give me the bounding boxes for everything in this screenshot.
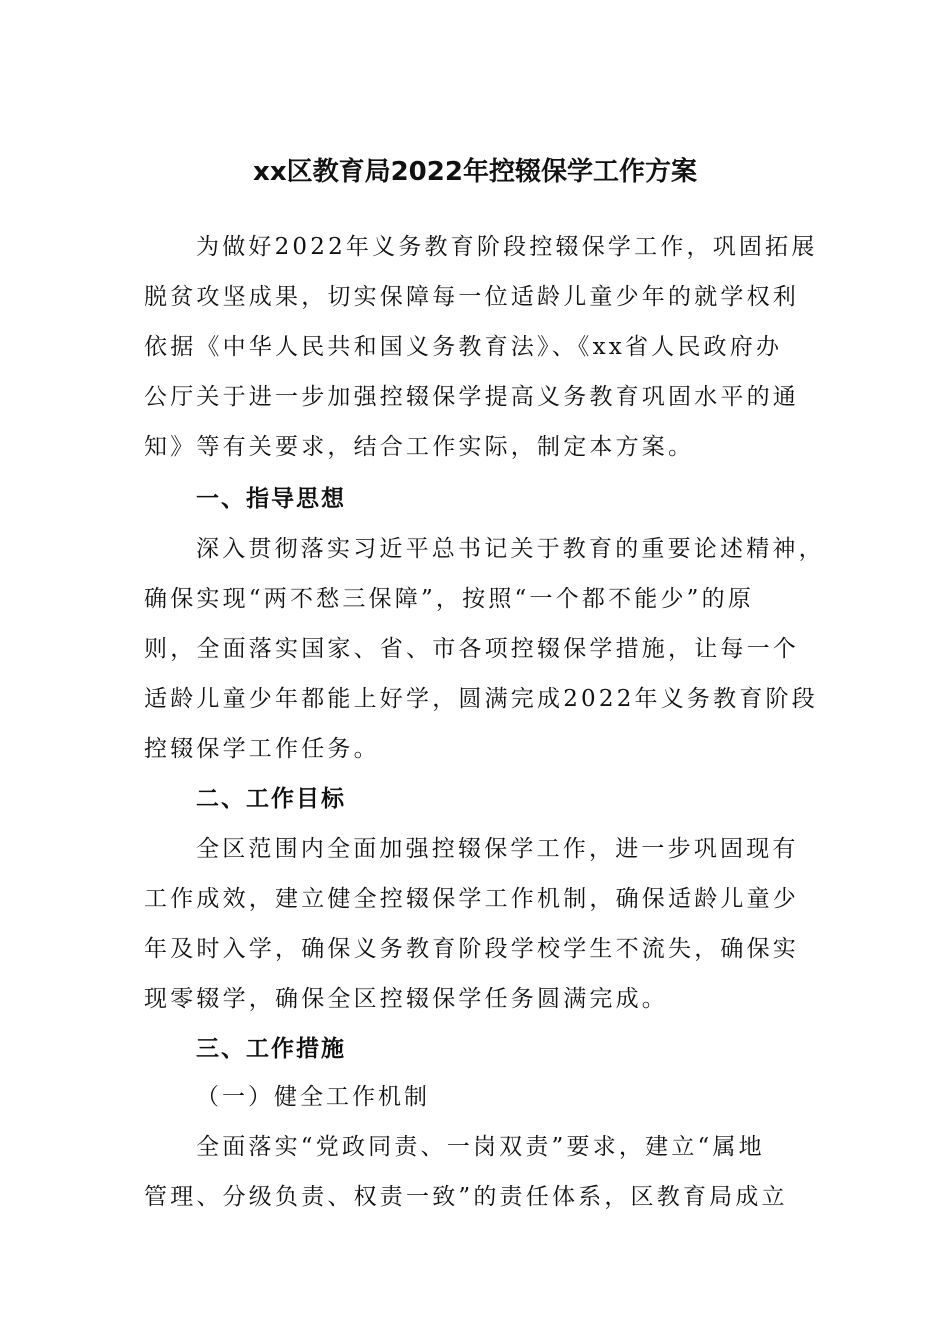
section-3-line-2: 管理、分级负责、权责一致”的责任体系，区教育局成立 <box>144 1184 788 1210</box>
intro-line-1: 为做好2022年义务教育阶段控辍保学工作，巩固拓展 <box>196 234 818 260</box>
section-1-line-3: 则，全面落实国家、省、市各项控辍保学措施，让每一个 <box>144 636 799 662</box>
section-2-heading: 二、工作目标 <box>196 786 346 812</box>
intro-line-4: 公厅关于进一步加强控辍保学提高义务教育巩固水平的通 <box>144 384 799 410</box>
section-1-line-5: 控辍保学工作任务。 <box>144 736 380 762</box>
section-1-line-4: 适龄儿童少年都能上好学，圆满完成2022年义务教育阶段 <box>144 686 818 712</box>
section-3-heading: 三、工作措施 <box>196 1036 346 1062</box>
document-title: xx区教育局2022年控辍保学工作方案 <box>253 157 697 187</box>
section-2-line-3: 年及时入学，确保义务教育阶段学校学生不流失，确保实 <box>144 936 799 962</box>
section-2-line-4: 现零辍学，确保全区控辍保学任务圆满完成。 <box>144 986 668 1012</box>
section-3-line-1: 全面落实“党政同责、一岗双责”要求，建立“属地 <box>196 1134 765 1160</box>
intro-line-3: 依据《中华人民共和国义务教育法》、《xx省人民政府办 <box>144 334 783 360</box>
section-1-heading: 一、指导思想 <box>196 486 346 512</box>
section-3-subheading: （一）健全工作机制 <box>196 1084 430 1110</box>
section-2-line-1: 全区范围内全面加强控辍保学工作，进一步巩固现有 <box>196 836 799 862</box>
intro-line-2: 脱贫攻坚成果，切实保障每一位适龄儿童少年的就学权利 <box>144 284 799 310</box>
section-1-line-2: 确保实现“两不愁三保障”，按照“一个都不能少”的原 <box>144 586 755 612</box>
section-2-line-2: 工作成效，建立健全控辍保学工作机制，确保适龄儿童少 <box>144 886 799 912</box>
section-1-line-1: 深入贯彻落实习近平总书记关于教育的重要论述精神， <box>196 536 825 562</box>
intro-line-5: 知》等有关要求，结合工作实际，制定本方案。 <box>144 434 695 460</box>
